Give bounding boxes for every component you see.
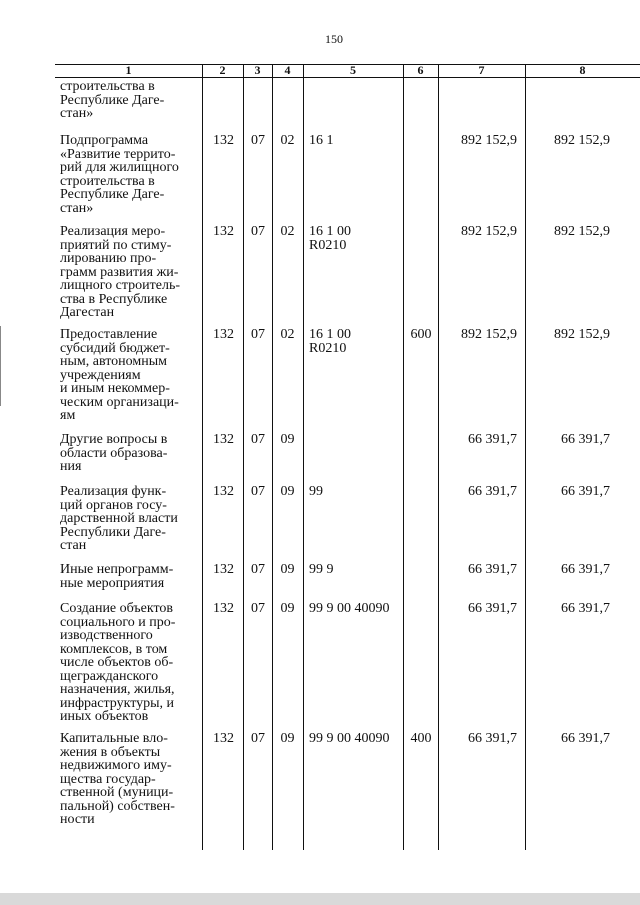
target-article-code: 16 1 00 R0210: [309, 327, 351, 356]
row-description: Иные непрограмм- ные мероприятия: [60, 562, 174, 591]
amount-column-8: 892 152,9: [554, 133, 610, 148]
target-article-code: 16 1: [309, 133, 334, 148]
amount-column-8: 892 152,9: [554, 327, 610, 342]
amount-column-7: 892 152,9: [461, 224, 517, 239]
amount-column-8: 66 391,7: [561, 432, 610, 447]
table-header-border: [55, 77, 640, 78]
row-description: строительства в Республике Даге- стан»: [60, 79, 165, 121]
target-article-code: 99 9 00 40090: [309, 731, 390, 746]
amount-column-7: 66 391,7: [468, 562, 517, 577]
column-header: 8: [579, 63, 586, 77]
target-article-code: 99: [309, 484, 323, 499]
column-header: 7: [478, 63, 485, 77]
column-divider: [303, 64, 304, 850]
target-article-code: 16 1 00 R0210: [309, 224, 351, 253]
ministry-code: 132: [213, 432, 234, 447]
ministry-code: 132: [213, 601, 234, 616]
row-description: Другие вопросы в области образова- ния: [60, 432, 168, 474]
column-divider: [403, 64, 404, 850]
subsection-code: 09: [280, 731, 295, 746]
subsection-code: 09: [280, 562, 295, 577]
subsection-code: 02: [280, 327, 295, 342]
column-header: 2: [219, 63, 226, 77]
amount-column-7: 892 152,9: [461, 133, 517, 148]
section-code: 07: [251, 224, 265, 239]
target-article-code: 99 9 00 40090: [309, 601, 390, 616]
target-article-code: 99 9: [309, 562, 334, 577]
amount-column-8: 892 152,9: [554, 224, 610, 239]
ministry-code: 132: [213, 327, 234, 342]
section-code: 07: [251, 562, 265, 577]
ministry-code: 132: [213, 224, 234, 239]
column-header: 3: [254, 63, 261, 77]
column-divider: [202, 64, 203, 850]
subsection-code: 09: [280, 601, 295, 616]
section-code: 07: [251, 133, 265, 148]
column-header: 5: [350, 63, 356, 77]
amount-column-7: 66 391,7: [468, 432, 517, 447]
amount-column-7: 66 391,7: [468, 731, 517, 746]
column-divider: [438, 64, 439, 850]
amount-column-8: 66 391,7: [561, 562, 610, 577]
section-code: 07: [251, 601, 265, 616]
ministry-code: 132: [213, 484, 234, 499]
amount-column-7: 892 152,9: [461, 327, 517, 342]
expense-type-code: 400: [410, 731, 432, 746]
subsection-code: 02: [280, 133, 295, 148]
amount-column-7: 66 391,7: [468, 484, 517, 499]
row-description: Создание объектов социального и про- изводственного комплексов, в том числе объектов об- щегражданского назначения, жилья, инфраструктуры, и иных объектов: [60, 601, 176, 724]
column-header: 6: [417, 63, 424, 77]
section-code: 07: [251, 484, 265, 499]
ministry-code: 132: [213, 133, 234, 148]
amount-column-7: 66 391,7: [468, 601, 517, 616]
subsection-code: 09: [280, 432, 295, 447]
amount-column-8: 66 391,7: [561, 484, 610, 499]
subsection-code: 02: [280, 224, 295, 239]
scan-bottom-band: [0, 893, 640, 905]
amount-column-8: 66 391,7: [561, 731, 610, 746]
expense-type-code: 600: [410, 327, 432, 342]
row-description: Предоставление субсидий бюджет- ным, автономным учреждениям и иным некоммер- ческим организаци- ям: [60, 327, 179, 423]
column-divider: [525, 64, 526, 850]
scan-edge-mark: [0, 326, 1, 406]
ministry-code: 132: [213, 562, 234, 577]
column-header: 4: [284, 63, 291, 77]
row-description: Подпрограмма «Развитие террито- рий для жилищного строительства в Республике Даге- стан»: [60, 133, 179, 216]
row-description: Реализация функ- ций органов госу- дарственной власти Республики Даге- стан: [60, 484, 178, 553]
section-code: 07: [251, 327, 265, 342]
ministry-code: 132: [213, 731, 234, 746]
amount-column-8: 66 391,7: [561, 601, 610, 616]
subsection-code: 09: [280, 484, 295, 499]
row-description: Реализация меро- приятий по стиму- лированию про- грамм развития жи- лищного строитель- ства в Республике Дагестан: [60, 224, 181, 320]
section-code: 07: [251, 731, 265, 746]
column-header: 1: [125, 63, 132, 77]
section-code: 07: [251, 432, 265, 447]
page-number: 150: [325, 32, 343, 46]
row-description: Капитальные вло- жения в объекты недвижимого иму- щества государ- ственной (муници- пальной) собствен- ности: [60, 731, 175, 827]
